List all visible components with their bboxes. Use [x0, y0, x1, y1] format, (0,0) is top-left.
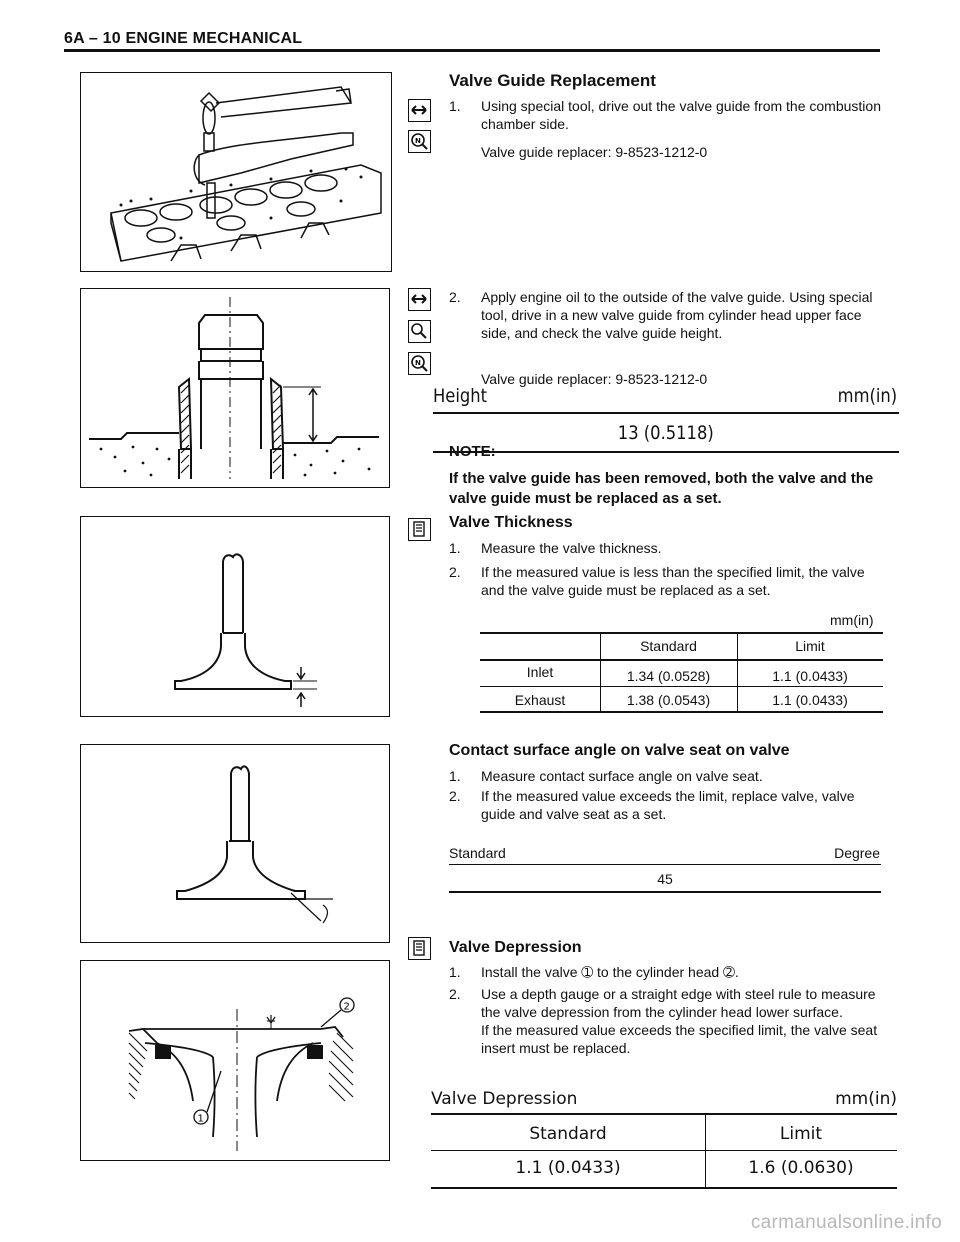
depression-standard-value: 1.1 (0.0433)	[515, 1158, 621, 1178]
height-label: Height	[433, 385, 488, 407]
svg-text:N: N	[415, 137, 421, 145]
step-text: If the measured value is less than the specified limit, the valve and the valve guide must be replaced as a set.	[481, 564, 865, 598]
thickness-step-1	[449, 539, 885, 559]
angle-table-rule-top	[449, 864, 881, 865]
thickness-table-bottom	[480, 711, 883, 713]
step-number: 1.	[449, 98, 461, 114]
thickness-step-2	[449, 563, 885, 619]
step-text: Install the valve ➀ to the cylinder head ➁.	[481, 964, 739, 980]
watermark-text: carmanualsonline.info	[750, 1212, 942, 1233]
depression-limit-value: 1.6 (0.0630)	[748, 1158, 854, 1178]
figure-guide-height	[80, 288, 390, 488]
figure-contact-angle	[80, 744, 390, 943]
depression-table-top	[431, 1113, 897, 1115]
depression-step-2	[449, 985, 885, 1077]
angle-title: Contact surface angle on valve seat on valve	[449, 742, 790, 759]
special-tool-icon	[408, 130, 431, 153]
depression-col-standard: Standard	[529, 1124, 607, 1144]
guide-step-2	[449, 288, 885, 364]
guide-tool-2: Valve guide replacer: 9-8523-1212-0	[481, 371, 708, 387]
angle-col-unit: Degree	[834, 845, 880, 861]
step-text: Use a depth gauge or a straight edge with steel rule to measure the valve depression from the cylinder head lower surface.	[481, 986, 876, 1020]
step-text: Using special tool, drive out the valve guide from the combustion chamber side.	[481, 98, 881, 132]
step-text-b: If the measured value exceeds the specified limit, the valve seat insert must be replaced.	[481, 1022, 878, 1056]
measure-icon	[408, 937, 431, 960]
thickness-table-top	[480, 632, 883, 634]
height-value: 13 (0.5118)	[618, 422, 714, 444]
thickness-row-exhaust-limit: 1.1 (0.0433)	[772, 692, 848, 708]
callout-2-label: 2	[343, 1001, 350, 1013]
special-tool-icon	[408, 352, 431, 375]
step-number: 1.	[449, 964, 461, 980]
step-text: If the measured value exceeds the limit, replace valve, valve guide and valve seat as a set.	[481, 788, 855, 822]
page-header: 6A – 10 ENGINE MECHANICAL	[64, 30, 303, 47]
callout-1-label: 1	[197, 1113, 204, 1125]
depression-table-label: Valve Depression	[431, 1089, 578, 1109]
depression-col-limit: Limit	[779, 1124, 823, 1144]
height-unit: mm(in)	[837, 385, 897, 407]
svg-text:N: N	[415, 359, 421, 367]
step-number: 2.	[449, 289, 461, 305]
note-text: If the valve guide has been removed, both the valve and the valve guide must be replaced as a set.	[449, 470, 874, 507]
guide-title: Valve Guide Replacement	[449, 71, 656, 90]
thickness-table-header-rule	[480, 659, 883, 661]
angle-table-rule-bottom	[449, 891, 881, 893]
step-text: Measure the valve thickness.	[481, 540, 662, 556]
remove-install-icon	[408, 99, 431, 122]
height-table-rule-bottom	[433, 451, 899, 453]
step-number: 2.	[449, 564, 461, 580]
angle-col-standard: Standard	[449, 845, 506, 861]
thickness-unit: mm(in)	[830, 612, 874, 628]
depression-step-1	[449, 963, 885, 983]
note-label: NOTE:	[449, 443, 496, 460]
step-text: Measure contact surface angle on valve seat.	[481, 768, 763, 784]
thickness-col-standard: Standard	[640, 638, 697, 654]
step-number: 1.	[449, 768, 461, 784]
depression-table-bottom	[431, 1187, 897, 1189]
angle-step-2	[449, 787, 885, 825]
guide-tool-1: Valve guide replacer: 9-8523-1212-0	[481, 144, 708, 160]
thickness-row-inlet-name: Inlet	[526, 664, 554, 680]
figure-hammer-drive-out	[80, 72, 392, 272]
header-rule	[64, 49, 880, 52]
thickness-title: Valve Thickness	[449, 514, 573, 531]
figure-valve-depression	[80, 960, 390, 1161]
thickness-table-row-rule	[480, 686, 883, 687]
step-number: 2.	[449, 788, 461, 804]
measure-icon	[408, 518, 431, 541]
angle-value: 45	[657, 871, 673, 887]
angle-step-1	[449, 767, 885, 787]
step-text: Apply engine oil to the outside of the valve guide. Using special tool, drive in a new valve guide from cylinder head upper face side, and check the valve guide height.	[481, 289, 873, 341]
depression-title: Valve Depression	[449, 939, 582, 956]
height-table-rule-top	[433, 412, 899, 414]
thickness-row-inlet-limit: 1.1 (0.0433)	[772, 668, 848, 684]
thickness-col-limit: Limit	[795, 638, 825, 654]
figure-valve-thickness	[80, 516, 390, 717]
remove-install-icon	[408, 288, 431, 311]
step-number: 2.	[449, 986, 461, 1002]
thickness-row-inlet-standard: 1.34 (0.0528)	[626, 668, 711, 684]
depression-table-unit: mm(in)	[835, 1089, 897, 1109]
thickness-row-exhaust-name: Exhaust	[514, 692, 566, 708]
thickness-row-exhaust-standard: 1.38 (0.0543)	[626, 692, 711, 708]
depression-table-header-rule	[431, 1150, 897, 1151]
guide-step-1	[449, 97, 885, 137]
step-number: 1.	[449, 540, 461, 556]
inspect-icon	[408, 320, 431, 343]
